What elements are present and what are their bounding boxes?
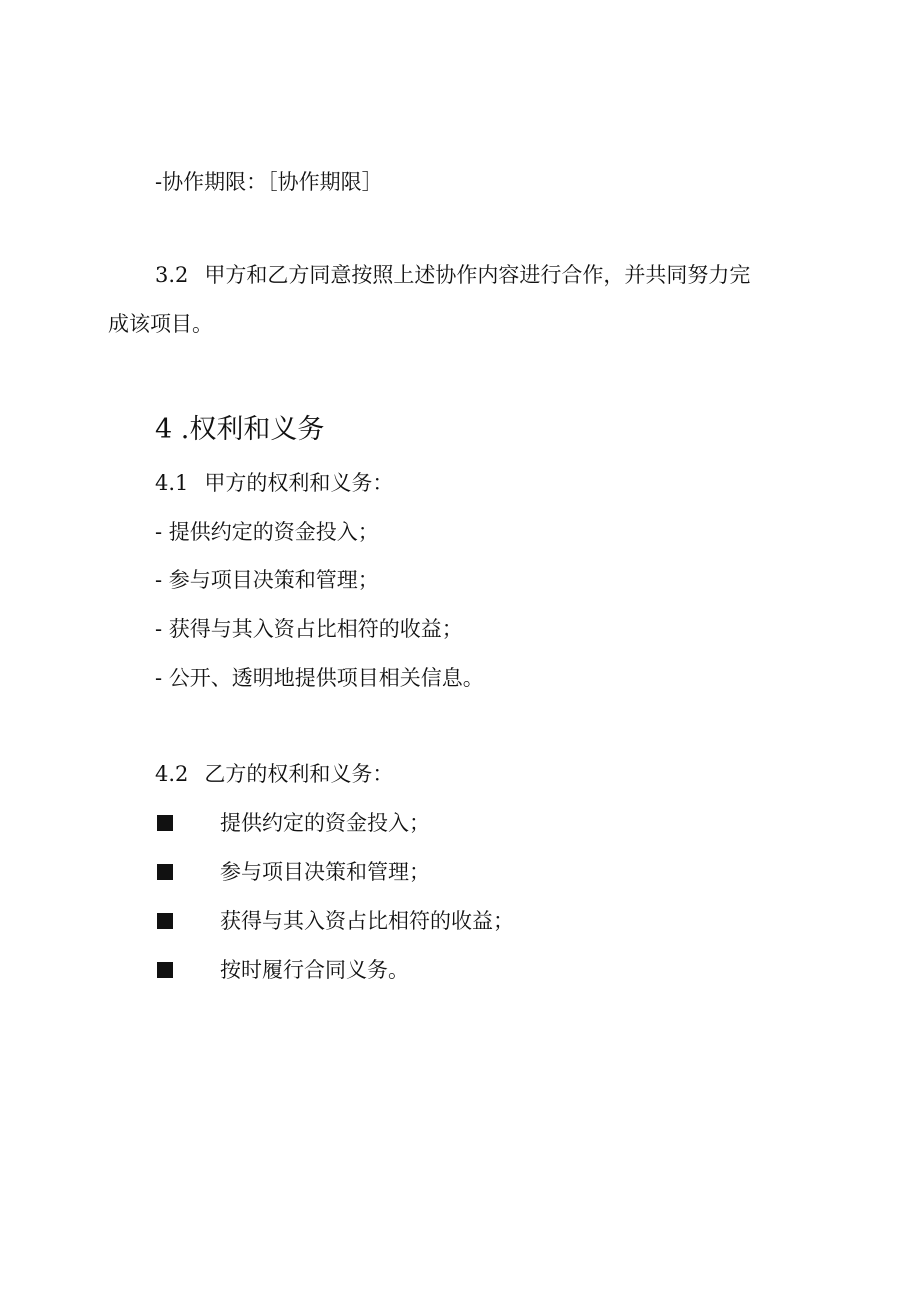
- clause-3-2-line-1: [155, 261, 750, 289]
- list-item: [155, 858, 430, 886]
- list-item-text: 按时履行合同义务。: [220, 958, 409, 982]
- clause-4-2-number: 4.2: [155, 762, 189, 786]
- square-bullet-icon: [157, 815, 173, 831]
- collaboration-term-line: -协作期限：［协作期限］: [155, 170, 383, 194]
- clause-3-2-number: 3.2: [155, 263, 189, 287]
- list-item: [155, 809, 430, 837]
- list-item: [155, 956, 409, 984]
- clause-4-2-title-line: [155, 760, 393, 788]
- list-item-text: 获得与其入资占比相符的收益；: [220, 909, 514, 933]
- list-item: [155, 907, 514, 935]
- clause-4-1-number: 4.1: [155, 471, 189, 495]
- list-item-text: 提供约定的资金投入；: [220, 811, 430, 835]
- list-item: - 公开、透明地提供项目相关信息。: [155, 666, 484, 690]
- square-bullet-icon: [157, 962, 173, 978]
- clause-4-1-title: 甲方的权利和义务：: [204, 471, 394, 495]
- list-item: - 获得与其入资占比相符的收益；: [155, 617, 463, 641]
- clause-3-2-line-2: 成该项目。: [108, 312, 213, 336]
- list-item: - 参与项目决策和管理；: [155, 568, 379, 592]
- list-item-text: 参与项目决策和管理；: [220, 860, 430, 884]
- square-bullet-icon: [157, 913, 173, 929]
- list-item: - 提供约定的资金投入；: [155, 520, 379, 544]
- section-4-heading: 4 .权利和义务: [155, 414, 325, 445]
- square-bullet-icon: [157, 864, 173, 880]
- clause-3-2-text-1: 甲方和乙方同意按照上述协作内容进行合作，并共同努力完: [204, 263, 751, 287]
- clause-4-1-title-line: [155, 469, 393, 497]
- clause-4-2-title: 乙方的权利和义务：: [204, 762, 394, 786]
